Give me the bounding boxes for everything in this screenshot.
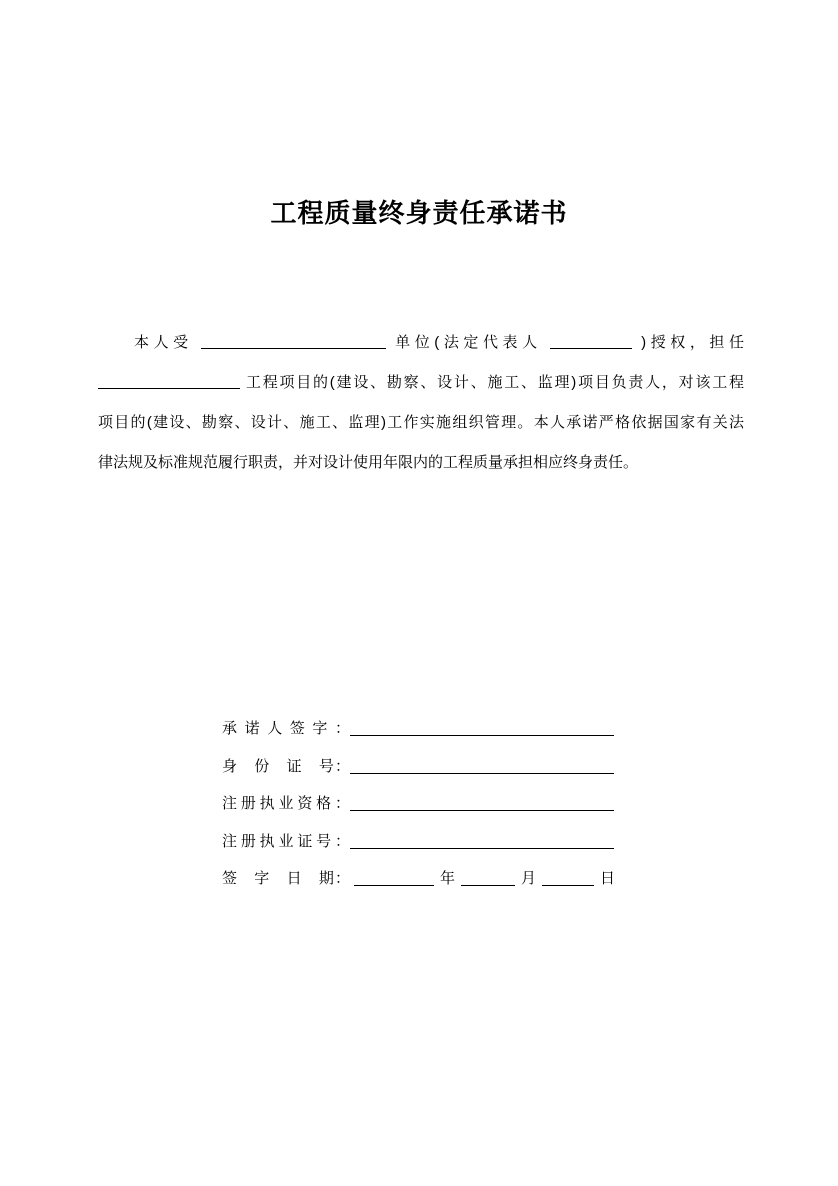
paragraph-line-1 — [98, 323, 744, 363]
date-row — [222, 860, 617, 898]
blank-promiser-signature-line[interactable] — [350, 720, 614, 736]
signature-row — [222, 748, 617, 786]
paragraph-text: 本人受 — [134, 334, 193, 351]
signature-row — [222, 785, 617, 823]
field-label-promiser-signature: 承诺人签字： — [222, 720, 350, 737]
field-label-sign-date: 签 字 日 期： — [222, 870, 350, 887]
field-label-id-number: 身 份 证 号： — [222, 757, 350, 775]
signature-row — [222, 710, 617, 748]
paragraph-text: 单位(法定代表人 — [395, 334, 542, 351]
blank-month[interactable] — [461, 870, 515, 886]
paragraph-line-3 — [98, 403, 744, 443]
signature-row — [222, 823, 617, 861]
paragraph-text: 律法规及标准规范履行职责，并对设计使用年限内的工程质量承担相应终身责任。 — [98, 454, 639, 471]
blank-authorizing-unit[interactable] — [201, 334, 386, 349]
paragraph-text: 工程项目的(建设、勘察、设计、施工、监理)项目负责人，对该工程 — [245, 374, 744, 391]
signature-block — [222, 710, 617, 898]
blank-id-number-line[interactable] — [350, 758, 614, 774]
year-label: 年 — [440, 870, 456, 887]
blank-registered-certificate-number-line[interactable] — [350, 833, 614, 849]
field-label-registered-certificate-number: 注册执业证号： — [222, 832, 350, 850]
blank-registered-qualification-line[interactable] — [350, 795, 614, 811]
day-label: 日 — [600, 870, 616, 887]
field-label-registered-qualification: 注册执业资格： — [222, 795, 350, 812]
paragraph-text: )授权，担任 — [641, 334, 744, 351]
paragraph-text: 项目的(建设、勘察、设计、施工、监理)工作实施组织管理。本人承诺严格依据国家有关法 — [98, 414, 744, 431]
commitment-paragraph — [98, 323, 744, 483]
blank-year[interactable] — [354, 870, 434, 886]
document-title: 工程质量终身责任承诺书 — [270, 198, 568, 228]
paragraph-line-2 — [98, 363, 744, 403]
paragraph-line-4 — [98, 443, 744, 483]
blank-legal-representative[interactable] — [550, 334, 632, 349]
month-label: 月 — [521, 870, 537, 887]
blank-day[interactable] — [542, 870, 594, 886]
blank-project-name[interactable] — [98, 374, 240, 389]
